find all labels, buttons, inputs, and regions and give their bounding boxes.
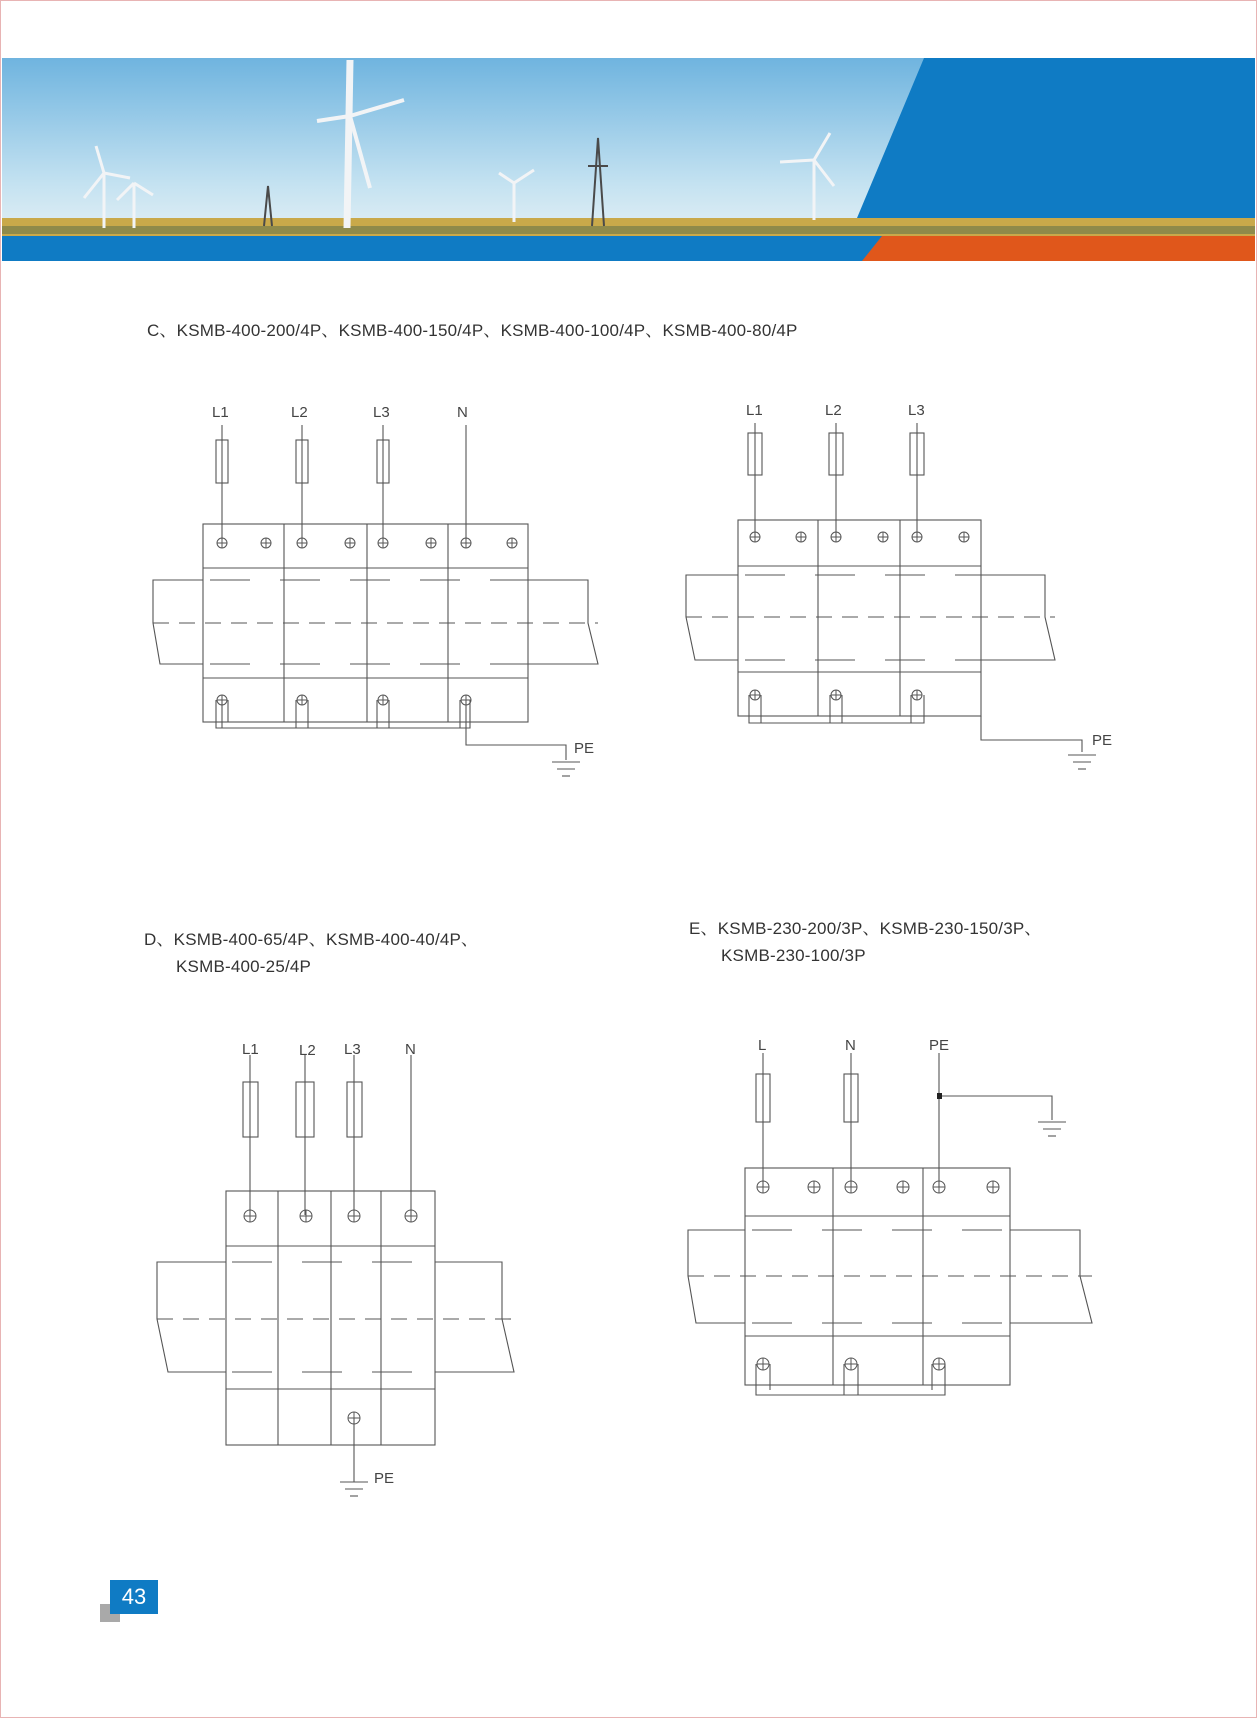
blue-corner-shape xyxy=(857,58,1255,218)
field-dark-strip xyxy=(2,226,1255,234)
heading-d-line2: KSMB-400-25/4P xyxy=(176,957,312,976)
label-l2: L2 xyxy=(291,404,308,421)
wiring-diagram-c-4p xyxy=(140,395,620,795)
label-n: N xyxy=(405,1041,416,1058)
label-pe: PE xyxy=(1092,732,1113,749)
heading-e-line2: KSMB-230-100/3P xyxy=(721,946,866,965)
heading-c: C、KSMB-400-200/4P、KSMB-400-150/4P、KSMB-400-100/4P、KSMB-400-80/4P xyxy=(147,321,798,340)
label-l3: L3 xyxy=(373,404,390,421)
label-l3: L3 xyxy=(344,1041,361,1058)
label-l1: L1 xyxy=(212,404,229,421)
label-pe: PE xyxy=(574,740,595,757)
orange-stripe xyxy=(862,236,1255,261)
pe-junction-dot xyxy=(937,1093,942,1099)
label-pe: PE xyxy=(929,1037,950,1054)
heading-e-line1: E、KSMB-230-200/3P、KSMB-230-150/3P、 xyxy=(689,919,1042,938)
wiring-diagram-c-3p xyxy=(680,395,1140,795)
wiring-diagram-d-4p xyxy=(150,1030,530,1510)
heading-d-line1: D、KSMB-400-65/4P、KSMB-400-40/4P、 xyxy=(144,930,479,949)
page-number: 43 xyxy=(121,1584,147,1609)
label-n: N xyxy=(845,1037,856,1054)
label-l2: L2 xyxy=(299,1042,316,1059)
label-l3: L3 xyxy=(908,402,925,419)
label-l2: L2 xyxy=(825,402,842,419)
label-l1: L1 xyxy=(746,402,763,419)
label-l: L xyxy=(758,1037,767,1054)
wiring-diagram-e-3p xyxy=(680,1030,1100,1410)
header-banner xyxy=(2,58,1255,261)
label-n: N xyxy=(457,404,468,421)
label-l1: L1 xyxy=(242,1041,259,1058)
label-pe: PE xyxy=(374,1470,395,1487)
